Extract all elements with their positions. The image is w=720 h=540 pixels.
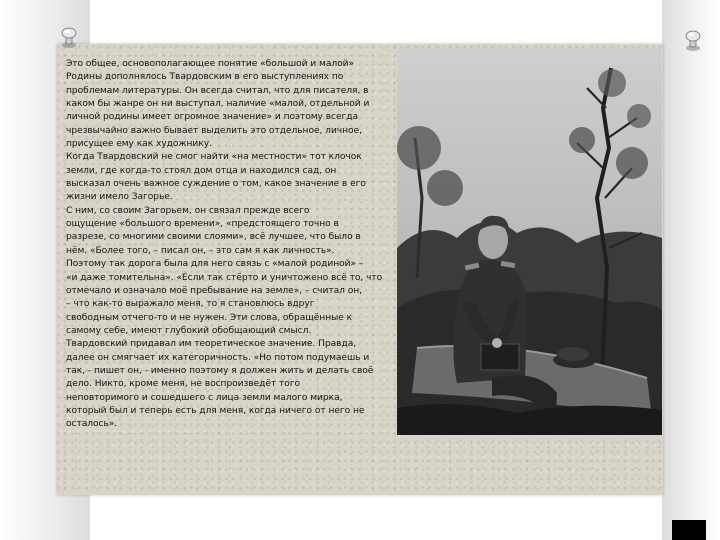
article-line: С ним, со своим Загорьем, он связал прежде всего [66,205,310,216]
article-line: высказал очень важное суждение о том, какое значение в его [66,179,366,190]
article-line: неповторимого и сошедшего с лица земли малого мирка, [66,392,343,403]
article-text [66,58,396,432]
article-line: жизни имело Загорье. [66,192,173,203]
article-line: который был и теперь есть для меня, когда ничего от него не [66,405,365,416]
article-line: дело. Никто, кроме меня, не воспроизведёт того [66,379,301,390]
article-line: – что как-то выражало меня, то я становлюсь вдруг [66,299,315,310]
article-line: ощущение «большого времени», «предстоящего точно в [66,219,339,230]
article-line: далее он смягчает их категоричность. «Но потом подумаешь и [66,352,370,363]
pushpin-icon [680,30,706,56]
corner-block [672,520,706,540]
article-line: присущее ему как художнику. [66,139,212,150]
article-line: Когда Твардовский не смог найти «на местности» тот клочок [66,152,362,163]
article-line: каком бы жанре он ни выступал, наличие «малой, отдельной и [66,99,370,110]
article-line: разрезе, со многими своими слоями», всё лучшее, что было в [66,232,361,243]
article-line: отмечало и означало моё пребывание на земле», – считал он, [66,285,362,296]
article-line: свободным отчего-то и не нужен. Эти слова, обращённые к [66,312,353,323]
article-line: осталось». [66,419,118,430]
article-line: Родины дополнялось Твардовским в его выступлениях по [66,72,344,83]
slide-frame-right [662,0,720,540]
article-line: Поэтому так дорога была для него связь с «малой родиной» – [66,259,364,270]
article-line: чрезвычайно важно бывает выделить это отдельное, личное, [66,125,362,136]
article-line: самому себе, имеют глубокий обобщающий смысл. [66,325,312,336]
article-line: Твардовский придавал им теоретическое значение. Правда, [66,339,357,350]
article-line: Это общее, основополагающее понятие «большой и малой» [66,59,354,69]
pushpin-icon [56,27,82,53]
article-line: «и даже томительна». «Если так стёрто и уничтожено всё то, что [66,272,383,283]
article-line: нём. «Более того, – писал он, – это сам я как личность». [66,245,335,256]
article-line: личной родины имеет огромное значение» и поэтому всегда [66,112,358,123]
article-line: земли, где когда-то стоял дом отца и находился сад, он [66,165,337,176]
portrait-photo [397,48,662,435]
article-line: так, - пишет он, - именно поэтому я должен жить и делать своё [66,365,374,376]
article-line: проблемам литературы. Он всегда считал, что для писателя, в [66,85,369,96]
